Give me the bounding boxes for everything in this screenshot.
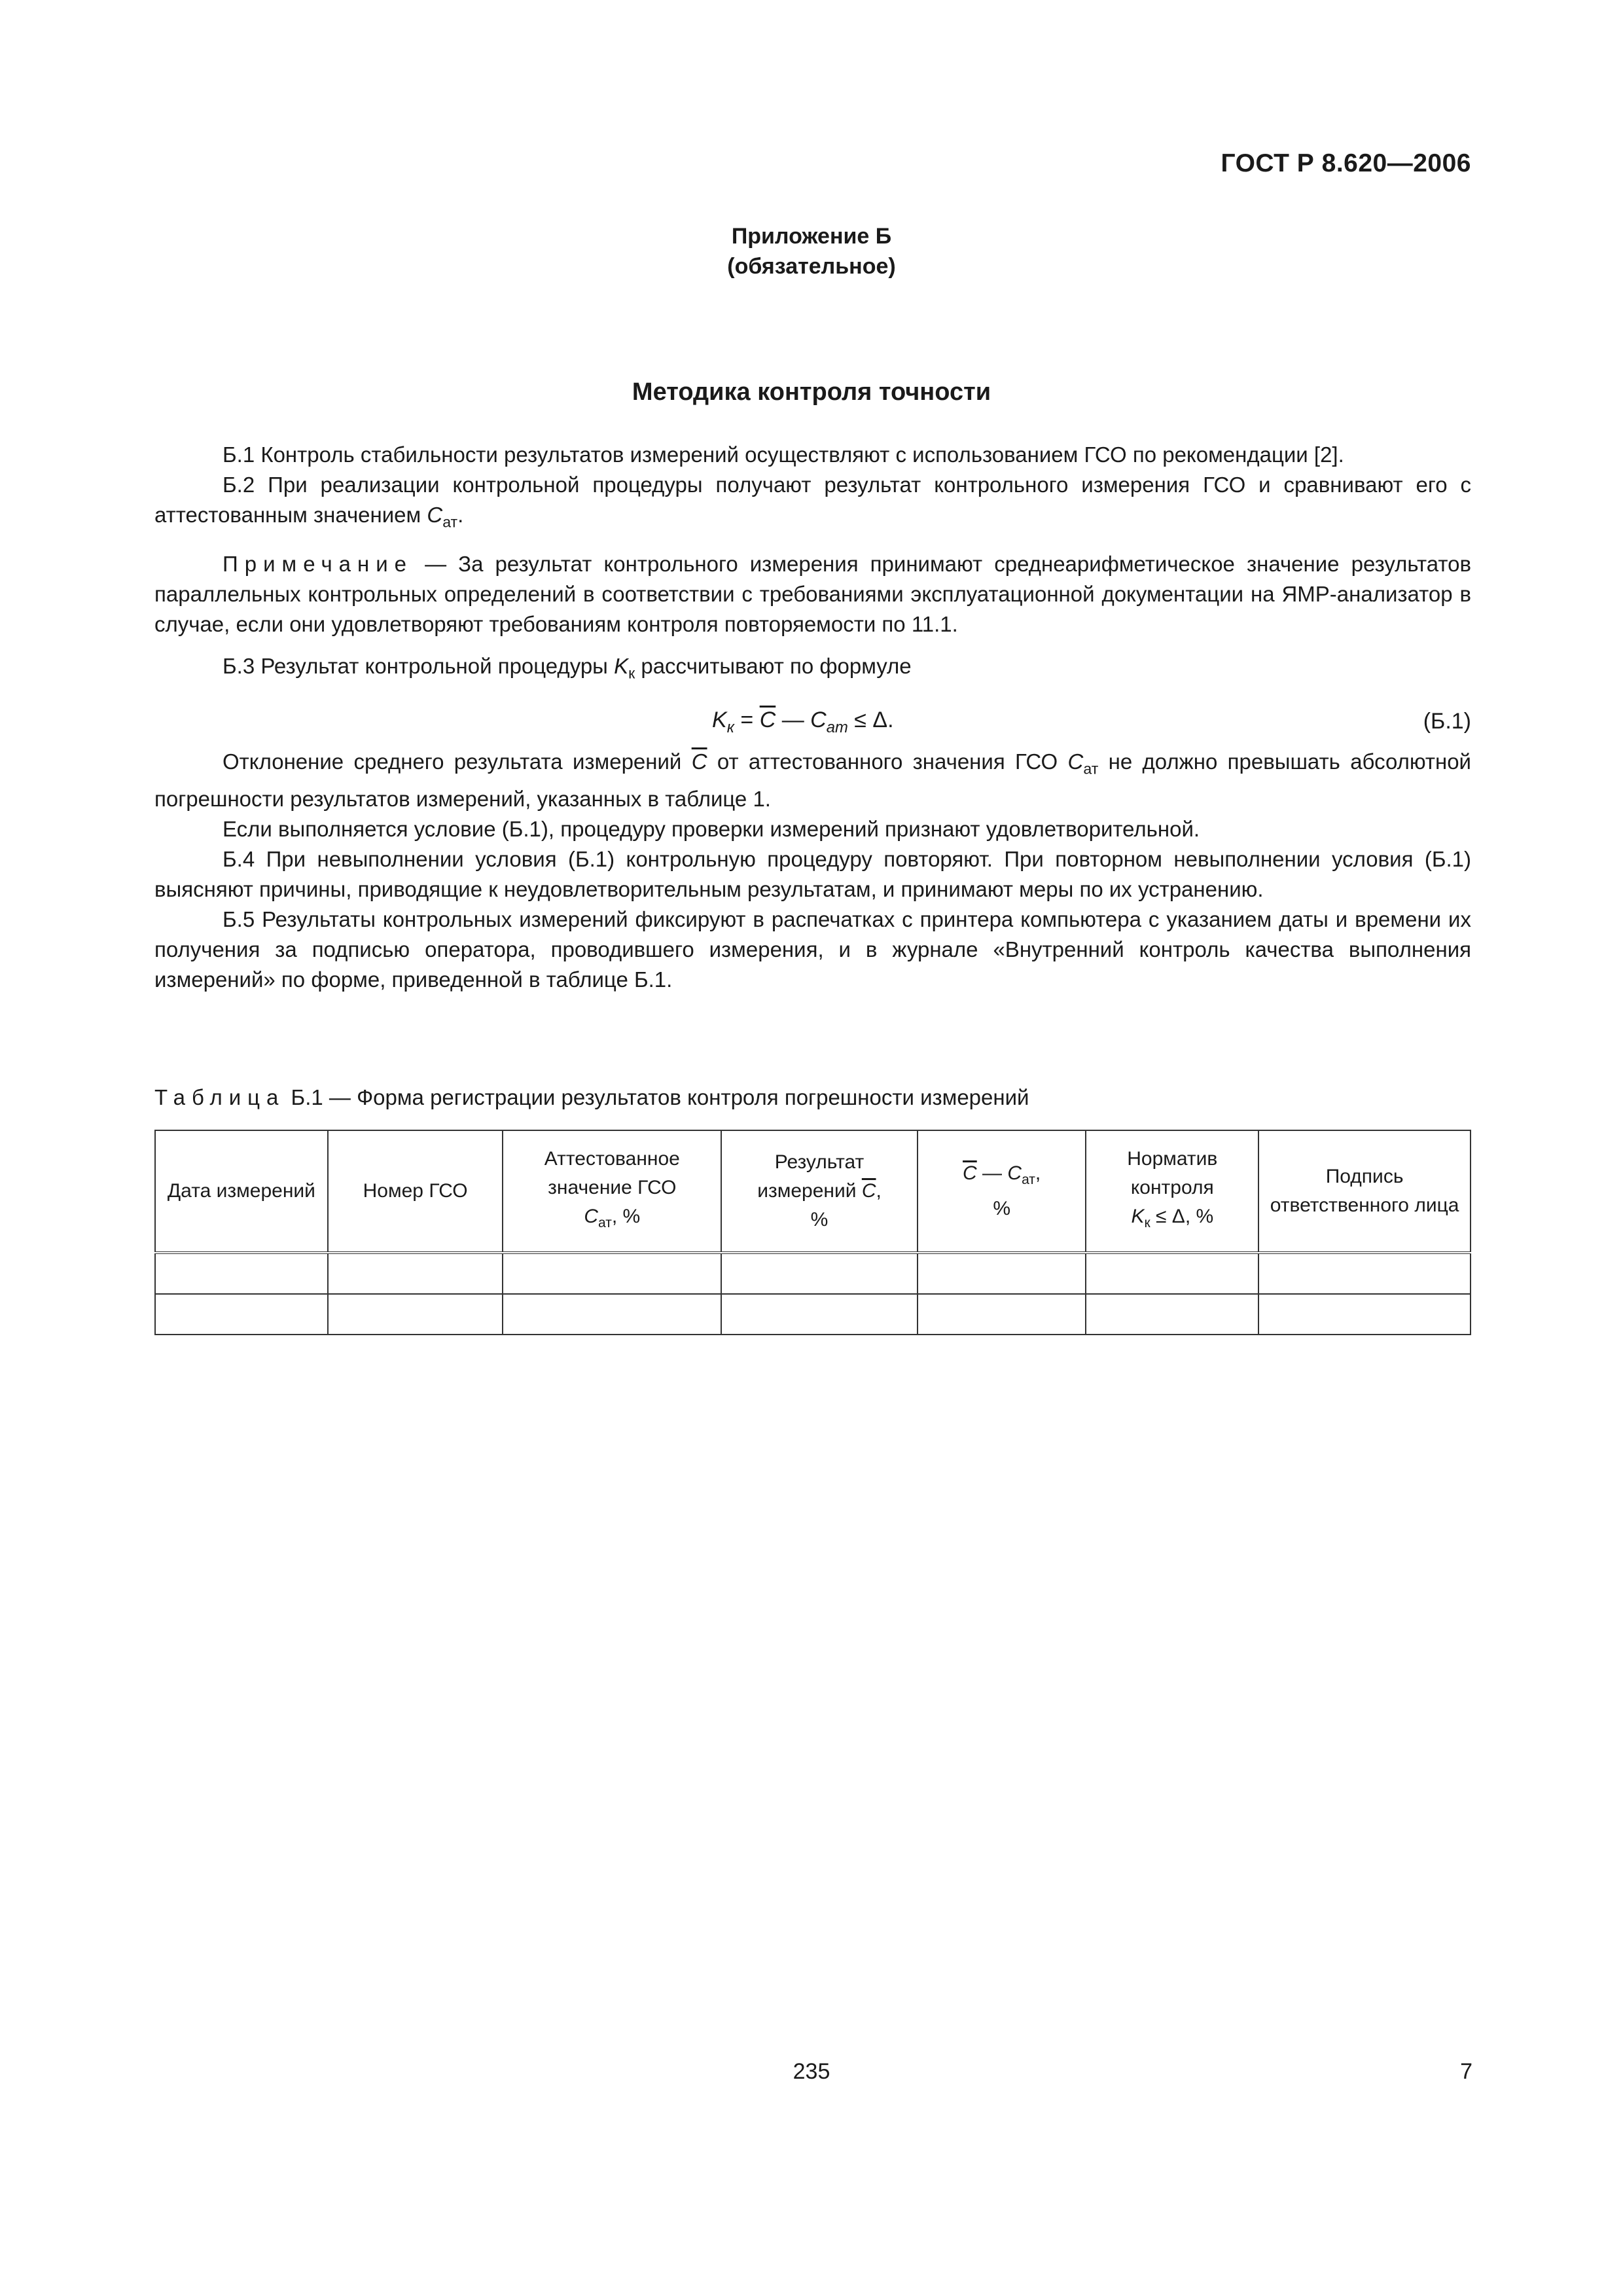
paragraph-b5: Б.5 Результаты контрольных измерений фиксируют в распечатках с принтера компьютера с указанием даты и времени их получения за подписью оператора, проводившего измерения, и в журнале «Внутренний контроль качества выполнения измерений» по форме, приведенной в таблице Б.1. <box>154 906 1471 992</box>
table-cell[interactable] <box>328 1253 503 1294</box>
section-title: Методика контроля точности <box>632 378 991 406</box>
table-cell[interactable] <box>328 1294 503 1335</box>
header-difference: $\overline{C}$ — $C_{ат}$, % <box>918 1130 1086 1253</box>
note-text: — За результат контрольного измерения принимают среднеарифметическое значение результатов параллельных контрольных определений в соответствии с требованиями эксплуатационной документации на ЯМР-анализатор в случае, если они удовлетворяют требованиям контроля повторяемости по 11.1. <box>154 551 1471 636</box>
table-cell[interactable] <box>721 1294 918 1335</box>
registration-table <box>154 1130 1471 1335</box>
header-control-standard: Норматив контроля $K_к \le \Delta$, % <box>1086 1130 1258 1253</box>
table-cell[interactable] <box>155 1253 328 1294</box>
table-cell[interactable] <box>1258 1253 1471 1294</box>
formula-number: (Б.1) <box>1423 709 1471 734</box>
header-measurement-result: Результат измерений $\overline{C}$, % <box>721 1130 918 1253</box>
body-text <box>154 440 1471 995</box>
subscript-at: ат <box>442 513 458 531</box>
table-cell[interactable] <box>918 1253 1086 1294</box>
table-caption: Таблица Б.1 — Форма регистрации результатов контроля погрешности измерений <box>154 1085 1029 1109</box>
header-date: Дата измерений <box>155 1130 328 1253</box>
symbol-c: C <box>427 503 443 527</box>
table-cell[interactable] <box>1086 1294 1258 1335</box>
formula-b1 <box>154 701 1471 739</box>
table-cell[interactable] <box>503 1294 721 1335</box>
table-cell[interactable] <box>503 1253 721 1294</box>
paragraph-deviation: Отклонение среднего результата измерений $\overline{C}$ от аттестованного значения ГСО $C_{ат}$ не должно превышать абсолютной погрешности результатов измерений, указанных в таблице 1. <box>154 749 1471 811</box>
formula-expression: $K_к = \overline{C}$ — $C_{ат} \le \Delta$. <box>712 708 894 736</box>
paragraph-b2: Б.2 При реализации контрольной процедуры получают результат контрольного измерения ГСО и сравнивают его с аттестованным значением $C_{ат}$. <box>154 473 1471 531</box>
table-row <box>155 1253 1471 1294</box>
table-cell[interactable] <box>918 1294 1086 1335</box>
annex-heading <box>0 221 1623 281</box>
document-id: ГОСТ Р 8.620—2006 <box>1221 149 1471 177</box>
header-gso-number: Номер ГСО <box>328 1130 503 1253</box>
page-number-center: 235 <box>793 2059 830 2084</box>
page-number-right: 7 <box>1460 2059 1472 2084</box>
note-paragraph <box>154 549 1471 639</box>
table-cell[interactable] <box>1258 1294 1471 1335</box>
table-row <box>155 1294 1471 1335</box>
paragraph-b4: Б.4 При невыполнении условия (Б.1) контрольную процедуру повторяют. При повторном невыполнении условия (Б.1) выясняют причины, приводящие к неудовлетворительным результатам, и принимают меры по их устранению. <box>154 846 1471 901</box>
annex-status: (обязательное) <box>727 254 896 279</box>
table-cell[interactable] <box>1086 1253 1258 1294</box>
table-cell[interactable] <box>155 1294 328 1335</box>
paragraph-b1: Б.1 Контроль стабильности результатов измерений осуществляют с использованием ГСО по рекомендации [2]. <box>223 442 1344 467</box>
table-header-row <box>155 1130 1471 1253</box>
paragraph-b3: Б.3 Результат контрольной процедуры $K_к$ рассчитывают по формуле <box>223 653 912 682</box>
note-label: Примечание <box>223 551 414 576</box>
annex-title: Приложение Б <box>731 224 892 249</box>
header-certified-value: Аттестованное значение ГСО $C_{ат}$, % <box>503 1130 721 1253</box>
table-cell[interactable] <box>721 1253 918 1294</box>
header-signature: Подпись ответственного лица <box>1258 1130 1471 1253</box>
paragraph-condition: Если выполняется условие (Б.1), процедуру проверки измерений признают удовлетворительной. <box>223 816 1200 841</box>
